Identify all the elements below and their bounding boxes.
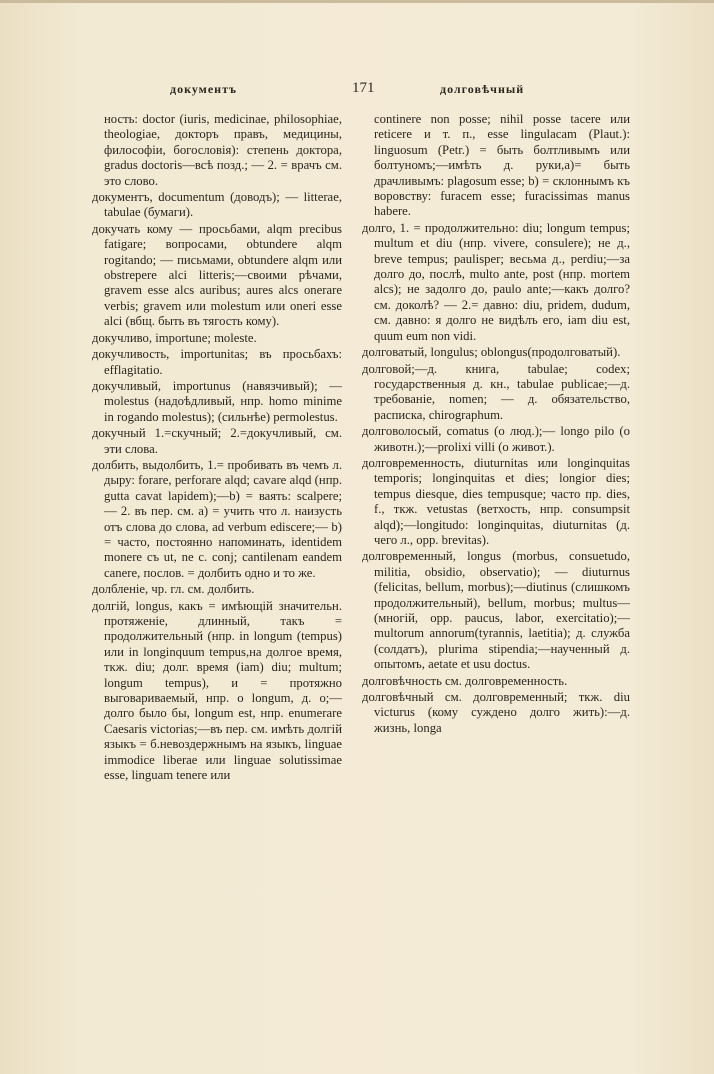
dictionary-entry: докучливый, importunus (навязчивый); — molestus (надоѣдливый, нпр. homo minime in rogando molestus); (сильнѣе) permolestus. bbox=[92, 378, 342, 424]
dictionary-entry: долговолосый, comatus (о люд.);— longo pilo (о животн.);—prolixi villi (о живот.). bbox=[362, 424, 630, 454]
dictionary-entry: докучливость, importunitas; въ просьбахъ: efflagitatio. bbox=[92, 347, 342, 377]
dictionary-entry: долбить, выдолбить, 1.= пробивать въ чемъ л. дыру: forare, perforare alqd; cavare alqd (нпр. gutta cavat lapidem);—b) = ваять: scalpere; — 2. въ пер. см. a) = учить что л. наизусть отъ слова до слова, ad verbum ediscere;— b) = часто, постоянно напоминать, identidem monere съ ut, ne с. conj; cantilenam eandem canere, послов. = долбить одно и то же. bbox=[92, 457, 342, 580]
dictionary-entry: долговременность, diuturnitas или longinquitas temporis; longinquitas et dies; longior dies; tempus diesque, dies tempusque; часто пр. dies, f., ткж. vetustas (ветхость, нпр. consumpsit alqd);—longitudo: longinquitas, diuturnitas (д. чего л., opp. brevitas). bbox=[362, 455, 630, 547]
dictionary-entry: докучать кому — просьбами, alqm precibus fatigare; вопросами, obtundere alqm rogitando; — письмами, obtundere alqm или obstrepere alci litteris;—своими рѣчами, gravem esse alcs auribus; aures alcs onerare verbis; gravem или molestum или oneri esse alci (вбщ. быть въ тягость кому). bbox=[92, 221, 342, 329]
dictionary-entry: долговѣчность см. долговременность. bbox=[362, 673, 568, 688]
dictionary-entry: ность: doctor (iuris, medicinae, philosophiae, theologiae, докторъ правъ, медицины, философіи, богословія): степень доктора, gradus doctoris—всѣ позд.; — 2. = врачъ см. это слово. bbox=[104, 112, 342, 188]
running-head-left: документъ bbox=[170, 82, 237, 96]
dictionary-entry: докучливо, importune; moleste. bbox=[92, 330, 257, 345]
dictionary-entry: долгій, longus, какъ = имѣющій значительн. протяженіе, длинный, такъ = продолжительный (нпр. in longum (tempus) или in longinquum tempus,на долгое время, ткж. diu; долг. время (iam) diu; multum; longum tempus), и = протяжно выговариваемый, нпр. o longum, д. o;— долго было бы, longum est, нпр. enumerare Caesaris victorias;—въ пер. см. имѣть долгій языкъ = б.невоздержнымъ на языкъ, linguae immodice liberae или linguae solutissimae esse, linguam tenere или bbox=[92, 598, 342, 783]
dictionary-entry: долговременный, longus (morbus, consuetudo, militia, obsidio, observatio); — diuturnus (felicitas, bellum, morbus);—diutinus (слишкомъ продолжительный), bellum, morbus; multus—(многій, opp. paucus, labor, exercitatio);—multorum annorum(tyrannis, laetitia); д. служба (солдатъ), plurima stipendia;—наученный д. опытомъ, aetate et usu doctus. bbox=[362, 549, 630, 672]
dictionary-entry: continere non posse; nihil posse tacere или reticere и т. п., esse lingulacam (Plaut.): linguosum (Petr.) = быть болтливымъ или болтуномъ;—имѣть д. руки,a)= быть драчливымъ: plagosum esse; b) = склоннымъ къ воровству: furacem esse; furacissimas manus habere. bbox=[374, 112, 630, 219]
dictionary-entry: долбленіе, чр. гл. см. долбить. bbox=[92, 582, 255, 597]
dictionary-entry: документъ, documentum (доводъ); — litterae, tabulae (бумаги). bbox=[92, 190, 342, 220]
dictionary-entry: долго, 1. = продолжительно: diu; longum tempus; multum et diu (нпр. vivere, consulere); не д., breve tempus; paulisper; весьма д., perdiu;—за долго до, послѣ, multo ante, post (нпр. mortem alcs); не задолго до, paulo ante;—какъ долго? см. доколѣ? — 2.= давно: diu, pridem, dudum, см. давно: я долго не видѣлъ его, iam diu est, quum eum non vidi. bbox=[362, 220, 630, 343]
running-head-right: долговѣчный bbox=[440, 82, 525, 96]
page-header bbox=[0, 82, 714, 104]
dictionary-entry: долговатый, longulus; oblongus(продолговатый). bbox=[362, 345, 621, 360]
page-number: 171 bbox=[352, 80, 375, 96]
left-column bbox=[92, 112, 342, 784]
dictionary-entry: долговѣчный см. долговременный; ткж. diu victurus (кому суждено долго жить):—д. жизнь, longa bbox=[362, 690, 630, 735]
dictionary-entry: докучный 1.=скучный; 2.=докучливый, см. эти слова. bbox=[92, 426, 342, 456]
right-column bbox=[362, 112, 630, 737]
dictionary-entry: долговой;—д. книга, tabulae; codex; государственныя д. кн., tabulae publicae;—д. требованіе, nomen; — д. обязательство, расписка, chirographum. bbox=[362, 361, 630, 422]
page-top-edge bbox=[0, 0, 714, 3]
